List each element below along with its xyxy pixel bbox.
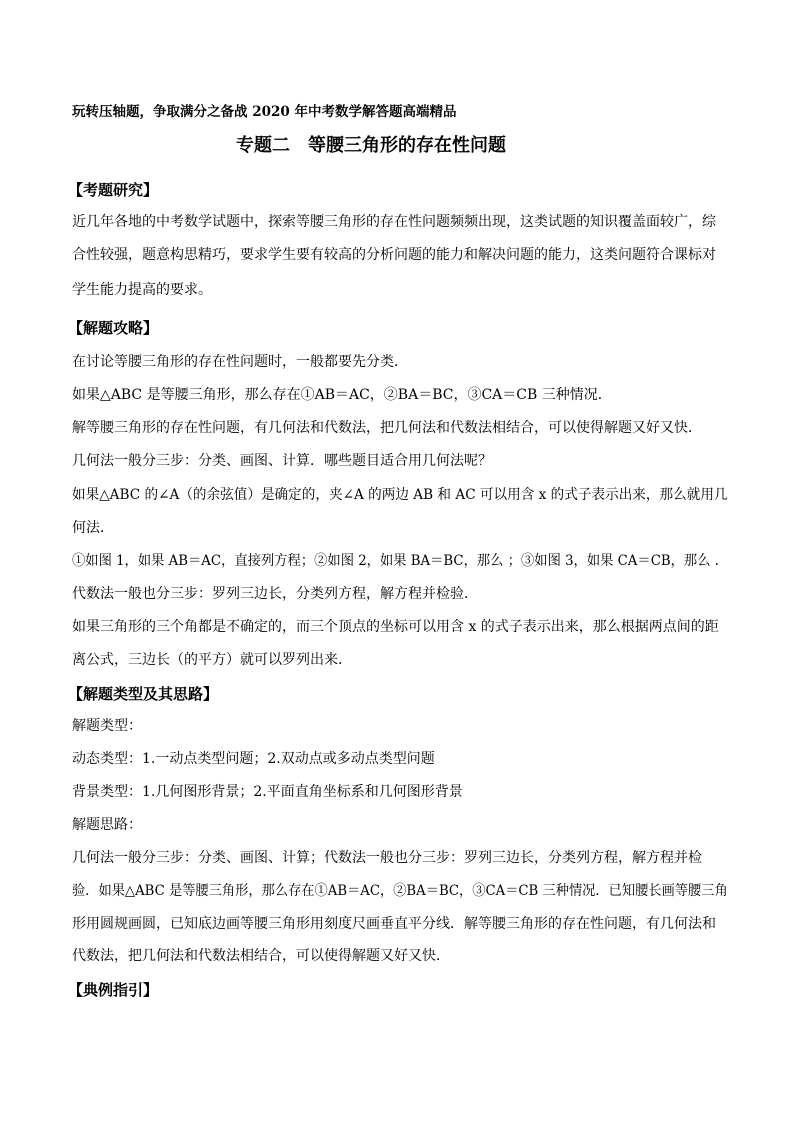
paragraph-line: 如果△ABC 是等腰三角形，那么存在①AB＝AC，②BA＝BC，③CA＝CB 三种情况． [72,387,612,403]
paragraph-line: 解等腰三角形的存在性问题，有几何法和代数法，把几何法和代数法相结合，可以使得解题又好又快． [72,420,702,436]
paragraph-line: 在讨论等腰三角形的存在性问题时，一般都要先分类． [72,354,408,370]
paragraph-line: 解题类型： [72,718,142,734]
document-subtitle: 玩转压轴题，争取满分之备战 2020 年中考数学解答题高端精品 [72,104,457,120]
paragraph-line: 解题思路： [72,817,142,833]
paragraph-line: 形用圆规画圆，已知底边画等腰三角形用刻度尺画垂直平分线．解等腰三角形的存在性问题，有几何法和 [72,916,716,932]
paragraph-line: 几何法一般分三步：分类、画图、计算；代数法一般也分三步：罗列三边长，分类列方程，解方程并检 [72,850,702,866]
paragraph-line: 何法． [72,520,114,536]
section-heading-examples: 【典例指引】 [68,981,159,999]
paragraph-line: 验．如果△ABC 是等腰三角形，那么存在①AB＝AC，②BA＝BC，③CA＝CB 三种情况．已知腰长画等腰三角 [72,883,728,899]
section-heading-strategy: 【解题攻略】 [68,319,159,337]
section-heading-types: 【解题类型及其思路】 [68,685,219,703]
paragraph-line: 动态类型：1.一动点类型问题；2.双动点或多动点类型问题 [72,751,435,767]
paragraph-line: 代数法，把几何法和代数法相结合，可以使得解题又好又快． [72,948,450,964]
paragraph-line: 离公式，三边长（的平方）就可以罗列出来． [72,652,352,668]
paragraph-line: 背景类型：1.几何图形背景；2.平面直角坐标系和几何图形背景 [72,784,463,800]
paragraph-line: 如果△ABC 的∠A（的余弦值）是确定的，夹∠A 的两边 AB 和 AC 可以用含 x 的式子表示出来，那么就用几 [72,487,728,503]
paragraph-line: 近几年各地的中考数学试题中，探索等腰三角形的存在性问题频频出现，这类试题的知识覆盖面较广，综 [72,214,716,230]
paragraph-line: 几何法一般分三步：分类、画图、计算．哪些题目适合用几何法呢？ [72,453,492,469]
paragraph-line: 如果三角形的三个角都是不确定的，而三个顶点的坐标可以用含 x 的式子表示出来，那么根据两点间的距 [72,619,719,635]
paragraph-line: 合性较强，题意构思精巧，要求学生要有较高的分析问题的能力和解决问题的能力，这类问题符合课标对 [72,247,716,263]
paragraph-line: 代数法一般也分三步：罗列三边长，分类列方程，解方程并检验． [72,586,478,602]
section-heading-research: 【考题研究】 [68,181,159,199]
paragraph-line: ①如图 1，如果 AB＝AC，直接列方程；②如图 2，如果 BA＝BC，那么 ；③如图 3，如果 CA＝CB，那么 ． [72,553,729,569]
document-title: 专题二 等腰三角形的存在性问题 [236,135,506,156]
paragraph-line: 学生能力提高的要求。 [72,282,212,298]
